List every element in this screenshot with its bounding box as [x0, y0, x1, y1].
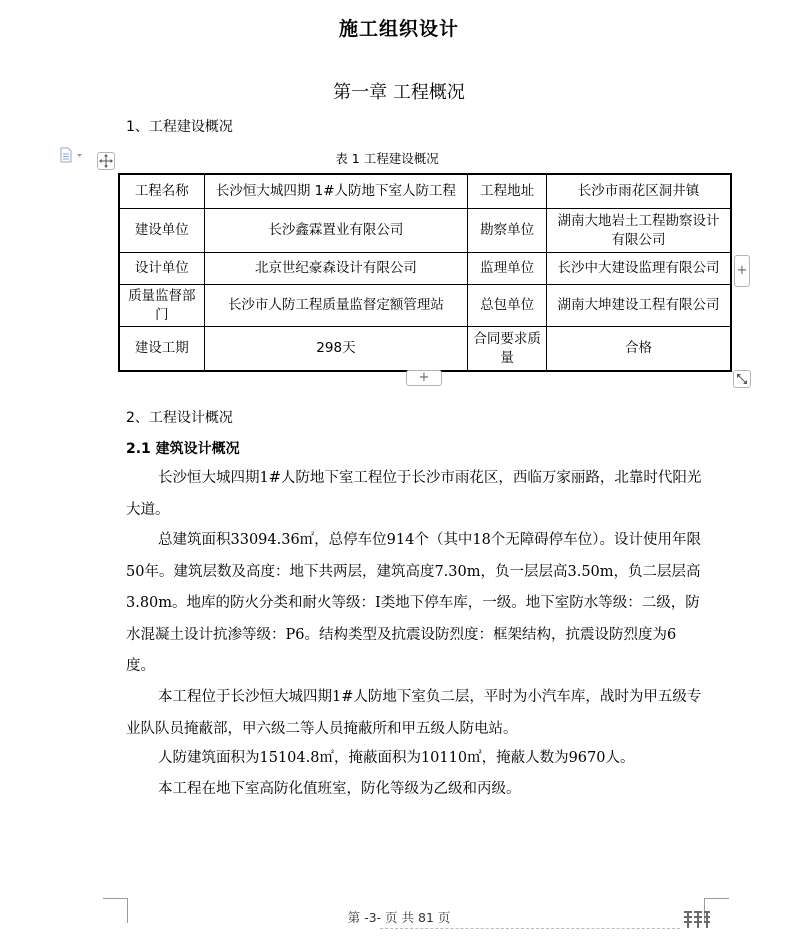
table-cell[interactable]: 工程地址 [468, 174, 547, 209]
body-paragraph: 本工程位于长沙恒大城四期1#人防地下室负二层，平时为小汽车库，战时为甲五级专业队队员掩蔽部，甲六级二等人员掩蔽所和甲五级人防电站。 [126, 689, 702, 737]
add-row-button[interactable]: + [406, 370, 442, 386]
body-paragraph: 本工程在地下室高防化值班室，防化等级为乙级和丙级。 [158, 781, 521, 797]
add-column-button[interactable]: + [734, 255, 750, 287]
table-cell[interactable]: 建设工期 [119, 327, 204, 372]
table-cell[interactable]: 设计单位 [119, 253, 204, 285]
table-row [119, 209, 731, 253]
table-row [119, 327, 731, 372]
page-number-footer: 第 -3- 页 共 81 页 [347, 910, 451, 925]
section-heading-2: 2、工程设计概况 [126, 410, 233, 426]
table-cell[interactable]: 合同要求质量 [468, 327, 547, 372]
table-cell[interactable]: 长沙鑫霖置业有限公司 [204, 209, 468, 253]
table-cell[interactable]: 工程名称 [119, 174, 204, 209]
resize-arrow-icon[interactable] [733, 370, 751, 388]
chapter-title: 第一章 工程概况 [333, 82, 465, 103]
subsection-heading-2-1: 2.1 建筑设计概况 [126, 441, 240, 457]
table-row [119, 253, 731, 285]
table-cell[interactable]: 建设单位 [119, 209, 204, 253]
table-cell[interactable]: 湖南大坤建设工程有限公司 [546, 285, 731, 327]
project-info-table [118, 173, 732, 372]
section-heading-1: 1、工程建设概况 [126, 119, 233, 135]
table-caption: 表 1 工程建设概况 [335, 151, 439, 166]
table-cell[interactable]: 298天 [204, 327, 468, 372]
table-cell[interactable]: 总包单位 [468, 285, 547, 327]
table-cell[interactable]: 长沙市人防工程质量监督定额管理站 [204, 285, 468, 327]
table-cell[interactable]: 合格 [546, 327, 731, 372]
table-cell[interactable]: 勘察单位 [468, 209, 547, 253]
body-paragraph: 长沙恒大城四期1#人防地下室工程位于长沙市雨花区，西临万家丽路，北靠时代阳光大道。 [126, 470, 702, 518]
table-row [119, 174, 731, 209]
body-paragraph: 总建筑面积33094.36㎡，总停车位914个（其中18个无障碍停车位）。设计使用年限50年。建筑层数及高度：地下共两层，建筑高度7.30m，负一层层高3.50m，负二层层高3.80m。地库的防火分类和耐火等级：I类地下停车库，一级。地下室防水等级：二级，防水混凝土设计抗渗等级：P6。结构类型及抗震设防烈度：框架结构，抗震设防烈度为6度。 [126, 532, 702, 674]
table-cell[interactable]: 长沙恒大城四期 1#人防地下室人防工程 [204, 174, 468, 209]
table-cell[interactable]: 湖南大地岩土工程勘察设计有限公司 [546, 209, 731, 253]
table-cell[interactable]: 质量监督部门 [119, 285, 204, 327]
table-cell[interactable]: 长沙中大建设监理有限公司 [546, 253, 731, 285]
table-cell[interactable]: 监理单位 [468, 253, 547, 285]
document-title: 施工组织设计 [338, 18, 459, 40]
table-row [119, 285, 731, 327]
body-paragraph: 人防建筑面积为15104.8㎡，掩蔽面积为10110㎡，掩蔽人数为9670人。 [158, 750, 635, 766]
footer-divider [380, 928, 680, 929]
watermark-logo-icon [682, 908, 712, 937]
table-cell[interactable]: 长沙市雨花区洞井镇 [546, 174, 731, 209]
table-cell[interactable]: 北京世纪豪森设计有限公司 [204, 253, 468, 285]
